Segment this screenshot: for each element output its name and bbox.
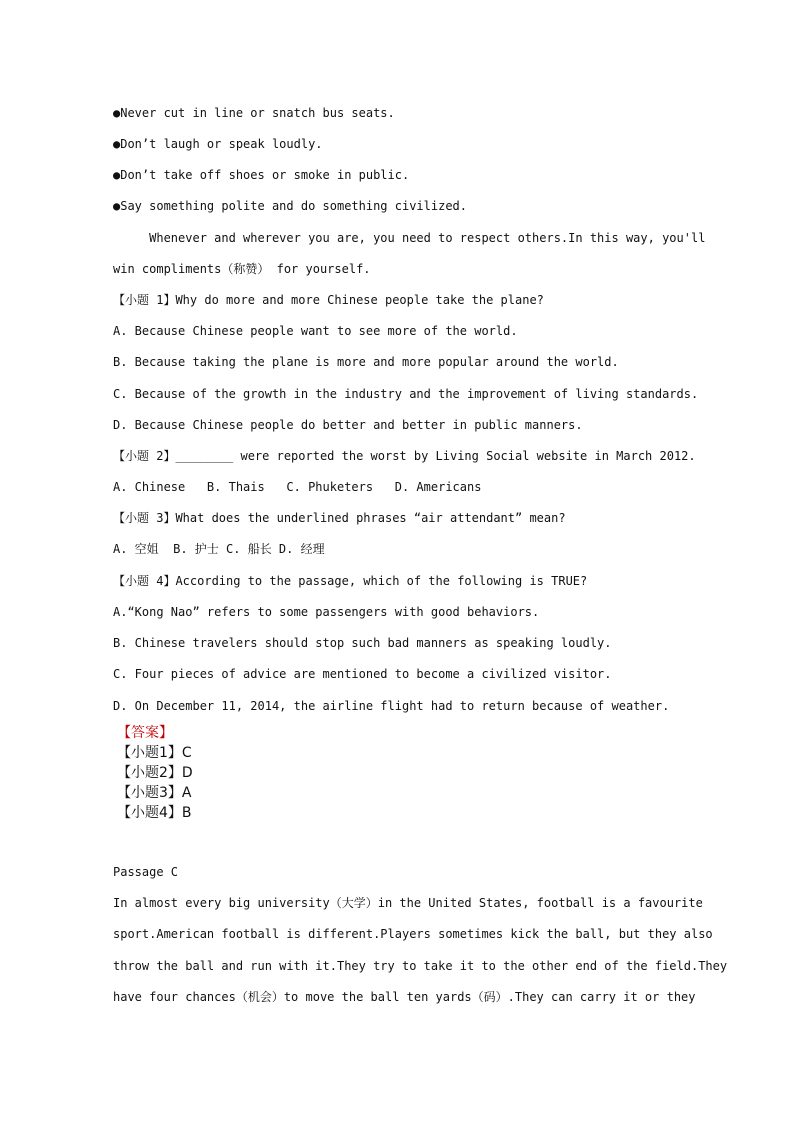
rule-item: ●Say something polite and do something civilized. xyxy=(113,199,468,213)
paragraph-line: win compliments（称赞） for yourself. xyxy=(113,262,371,276)
passage-line: In almost every big university（大学）in the United States, football is a favourite xyxy=(113,896,703,910)
question-option: A. Because Chinese people want to see more of the world. xyxy=(113,324,518,338)
question-stem: 【小题 4】According to the passage, which of the following is TRUE? xyxy=(113,574,588,588)
passage-line: sport.American football is different.Players sometimes kick the ball, but they also xyxy=(113,927,713,941)
question-option: C. Four pieces of advice are mentioned to become a civilized visitor. xyxy=(113,667,612,681)
answer-item: 【小题2】D xyxy=(117,765,193,781)
answer-title: 【答案】 xyxy=(117,725,173,741)
question-option: A. 空姐 B. 护士 C. 船长 D. 经理 xyxy=(113,542,325,556)
question-option: B. Chinese travelers should stop such bad manners as speaking loudly. xyxy=(113,636,612,650)
question-option: D. Because Chinese people do better and better in public manners. xyxy=(113,418,583,432)
passage-title: Passage C xyxy=(113,865,179,879)
answer-item: 【小题3】A xyxy=(117,785,192,801)
rule-item: ●Don’t laugh or speak loudly. xyxy=(113,137,323,151)
answer-item: 【小题4】B xyxy=(117,805,192,821)
rule-item: ●Don’t take off shoes or smoke in public. xyxy=(113,168,410,182)
question-option: B. Because taking the plane is more and more popular around the world. xyxy=(113,355,619,369)
passage-line: have four chances（机会）to move the ball ten yards（码）.They can carry it or they xyxy=(113,990,696,1004)
question-option: A.“Kong Nao” refers to some passengers with good behaviors. xyxy=(113,605,540,619)
paragraph-line: Whenever and wherever you are, you need to respect others.In this way, you'll xyxy=(113,231,706,245)
answer-item: 【小题1】C xyxy=(117,745,192,761)
question-stem: 【小题 3】What does the underlined phrases “air attendant” mean? xyxy=(113,511,566,525)
question-option: D. On December 11, 2014, the airline flight had to return because of weather. xyxy=(113,699,670,713)
question-option: C. Because of the growth in the industry and the improvement of living standards. xyxy=(113,387,699,401)
rule-item: ●Never cut in line or snatch bus seats. xyxy=(113,106,395,120)
passage-line: throw the ball and run with it.They try to take it to the other end of the field.They xyxy=(113,959,728,973)
question-stem: 【小题 1】Why do more and more Chinese people take the plane? xyxy=(113,293,544,307)
question-stem: 【小题 2】________ were reported the worst by Living Social website in March 2012. xyxy=(113,449,696,463)
question-option: A. Chinese B. Thais C. Phuketers D. Americans xyxy=(113,480,482,494)
